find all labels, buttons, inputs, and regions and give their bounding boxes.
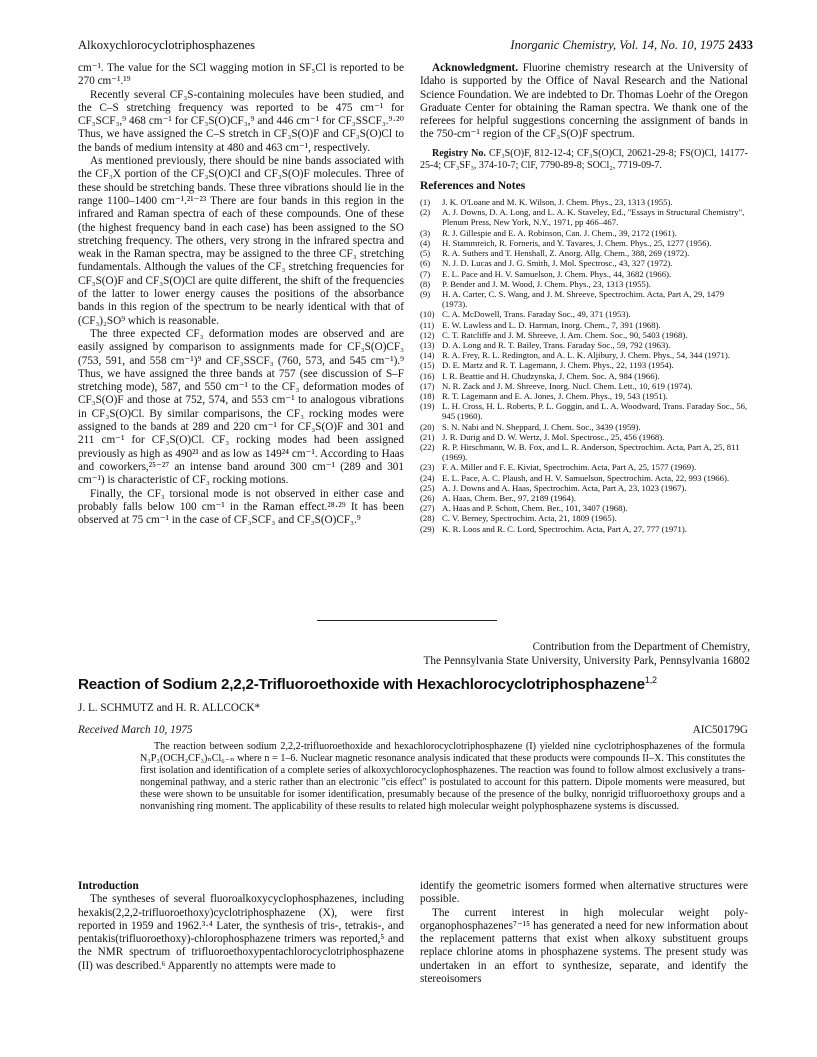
reference-item [420,422,748,432]
reference-item [420,462,748,472]
reference-item [420,432,748,442]
reference-number: (6) [420,258,431,269]
reference-number: (8) [420,278,431,289]
reference-item [420,371,748,381]
reference-number: (27) [420,503,435,514]
reference-text: L. H. Cross, H. L. Roberts, P. L. Goggin, and L. A. Woodward, Trans. Faraday Soc., 56, 945 (1960). [442,401,748,422]
reference-text: C. T. Ratcliffe and J. M. Shreeve, J. Am. Chem. Soc., 90, 5403 (1968). [442,329,688,340]
reference-item [420,513,748,523]
reference-text: S. N. Nabi and N. Sheppard, J. Chem. Soc., 3439 (1959). [442,421,641,432]
reference-text: R. A. Suthers and T. Henshall, Z. Anorg. Allg. Chem., 388, 269 (1972). [442,248,690,259]
article-title-text: Reaction of Sodium 2,2,2-Trifluoroethoxide with Hexachlorocyclotriphosphazene [78,676,645,694]
reference-number: (25) [420,482,435,493]
reference-number: (23) [420,462,435,473]
reference-number: (11) [420,319,435,330]
reference-number: (15) [420,360,435,371]
reference-text: C. V. Berney, Spectrochim. Acta, 21, 1809 (1965). [442,513,617,524]
reference-item [420,269,748,279]
reference-text: J. R. Durig and D. W. Wertz, J. Mol. Spectrosc., 25, 456 (1968). [442,431,665,442]
reference-number: (24) [420,472,435,483]
reference-number: (13) [420,339,435,350]
contribution-line: The Pennsylvania State University, University Park, Pennsylvania 16802 [423,655,750,667]
reference-number: (26) [420,492,435,503]
reference-item [420,197,748,207]
reference-text: I. R. Beattie and H. Chudzynska, J. Chem. Soc. A, 984 (1966). [442,370,660,381]
reference-item [420,330,748,340]
reference-number: (22) [420,441,435,452]
received-date: Received March 10, 1975 [78,724,193,736]
references-list [420,197,748,534]
reference-item [420,493,748,503]
paragraph: cm⁻¹. The value for the SCl wagging motion in SF₅Cl is reported to be 270 cm⁻¹.¹⁹ [78,62,404,88]
reference-number: (17) [420,380,435,391]
reference-text: F. A. Miller and F. E. Kiviat, Spectrochim. Acta, Part A, 25, 1577 (1969). [442,462,697,473]
journal-citation: Inorganic Chemistry, Vol. 14, No. 10, 1975 [510,38,725,52]
reference-item [420,401,748,421]
reference-text: K. R. Loos and R. C. Lord, Spectrochim. Acta, Part A, 27, 777 (1971). [442,523,687,534]
reference-text: R. P. Hirschmann, W. B. Fox, and L. R. Anderson, Spectrochim. Acta, Part A, 25, 811 (1969). [442,441,740,463]
reference-number: (16) [420,370,435,381]
paragraph: As mentioned previously, there should be nine bands associated with the CF₃X portion of the CF₃S(O)Cl and CF₃S(O)F molecules. Three of these should be stretching bands. These three vibrations should lie in the range 1100–1400 cm⁻¹.²¹⁻²³ There are four bands in this region in the infrared and Raman spectra of each of these compounds. One of these (the highest frequency band in each case) has been assigned to the SO stretching frequency. The others, very strong in the infrared spectra and weak in the Raman spectra, may be assigned to the three CF₃ stretching fundamentals. Although the values of the CF₃ stretching frequencies for CF₃S(O)F and CF₃S(O)Cl are quite different, the shift of the frequencies of the latter to lower energy causes the positions of the absorbance bands in this region of the spectrum to be nearly identical with that of (CF₃)₂SO⁹ which is reasonable. [78,155,404,327]
ack-text: Fluorine chemistry research at the University of Idaho is supported by the Office of Naval Research and the National Science Foundation. We are indebted to Dr. Thomas Loehr of the Oregon Graduate Center for obtaining the Raman spectra. We thank one of the referees for helpful suggestions concerning the assignment of bands in the 750-cm⁻¹ region of the CF₃S(O)F spectrum. [420,62,748,141]
reference-number: (21) [420,431,435,442]
reference-number: (9) [420,288,431,299]
reference-text: J. K. O'Loane and M. K. Wilson, J. Chem. Phys., 23, 1313 (1955). [442,197,673,208]
reference-number: (10) [420,309,435,320]
reference-text: A. Haas and P. Schott, Chem. Ber., 101, 3407 (1968). [442,503,628,514]
reference-number: (5) [420,248,431,259]
reference-number: (7) [420,268,431,279]
reference-text: E. W. Lawless and L. D. Harman, Inorg. Chem., 7, 391 (1968). [442,319,661,330]
reference-text: A. Haas, Chem. Ber., 97, 2189 (1964). [442,492,576,503]
left-column [78,62,404,527]
reference-text: A. J. Downs and A. Haas, Spectrochim. Acta, Part A, 23, 1023 (1967). [442,482,687,493]
reference-text: D. A. Long and R. T. Bailey, Trans. Faraday Soc., 59, 792 (1963). [442,339,671,350]
reference-item [420,473,748,483]
acknowledgment [420,62,748,142]
reference-item [420,350,748,360]
reference-text: N. J. D. Lucas and J. G. Smith, J. Mol. Spectrosc., 43, 327 (1972). [442,258,673,269]
section-divider [317,620,497,621]
reference-item [420,320,748,330]
running-title: Alkoxychlorocyclotriphosphazenes [78,38,256,52]
body-left-column [78,880,404,973]
reference-number: (14) [420,350,435,361]
reference-number: (4) [420,237,431,248]
reference-item [420,483,748,493]
reference-item [420,248,748,258]
paragraph: identify the geometric isomers formed when alternative structures were possible. [420,880,748,906]
reference-number: (12) [420,329,435,340]
article-title [78,675,778,693]
reference-text: R. J. Gillespie and E. A. Robinson, Can. J. Chem., 39, 2172 (1961). [442,227,677,238]
reference-item [420,289,748,309]
reference-number: (2) [420,207,431,218]
reference-number: (28) [420,513,435,524]
paragraph: Recently several CF₃S-containing molecules have been studied, and the C–S stretching frequency was reported to be 475 cm⁻¹ for CF₃SCF₃,⁹ 468 cm⁻¹ for CF₃S(O)CF₃,⁹ and 446 cm⁻¹ for CF₃SSCF₃.⁹·²⁰ Thus, we have assigned the C–S stretch in CF₃S(O)F and CF₃S(O)Cl to the bands of medium intensity at 480 and 463 cm⁻¹, respectively. [78,88,404,154]
contribution-affiliation [360,640,750,668]
paragraph: Finally, the CF₃ torsional mode is not observed in either case and probably falls below 100 cm⁻¹ in the Raman effect.²⁸·²⁹ It has been observed at 75 cm⁻¹ in the case of CF₃SCF₃ and CF₃S(O)CF₃.⁹ [78,487,404,527]
reference-number: (29) [420,523,435,534]
reference-item [420,381,748,391]
authors: J. L. SCHMUTZ and H. R. ALLCOCK* [78,702,261,714]
reference-item [420,309,748,319]
reference-text: R. T. Lagemann and E. A. Jones, J. Chem. Phys., 19, 543 (1951). [442,390,668,401]
reference-text: H. A. Carter, C. S. Wang, and J. M. Shreeve, Spectrochim. Acta, Part A, 29, 1479 (1973). [442,288,725,310]
right-column [420,62,748,534]
paragraph: The current interest in high molecular weight poly-organophosphazenes⁷⁻¹⁵ has generated a need for new information about the replacement patterns that exist when alkoxy substituent groups replace chlorine atoms in phosphazene systems. The present study was undertaken in an effort to synthesize, separate, and identify the stereoisomers [420,906,748,986]
reference-item [420,228,748,238]
contribution-line: Contribution from the Department of Chemistry, [532,641,750,653]
reference-item [420,258,748,268]
reference-number: (18) [420,390,435,401]
reference-item [420,391,748,401]
reference-text: D. E. Martz and R. T. Lagemann, J. Chem. Phys., 22, 1193 (1954). [442,360,674,371]
registry-numbers [420,148,748,172]
reference-text: E. L. Pace, A. C. Plaush, and H. V. Samuelson, Spectrochim. Acta, 22, 993 (1966). [442,472,730,483]
references-heading: References and Notes [420,179,526,192]
reference-item [420,207,748,227]
reference-text: N. R. Zack and J. M. Shreeve, Inorg. Nucl. Chem. Lett., 10, 619 (1974). [442,380,693,391]
registry-text: CF₃S(O)F, 812-12-4; CF₃S(O)Cl, 20621-29-8; FS(O)Cl, 14177-25-4; CF₃SF₃, 374-10-7; ClF, 7790-89-8; SOCl₂, 7719-09-7. [420,147,748,171]
reference-item [420,279,748,289]
reference-text: H. Stammreich, R. Forneris, and Y. Tavares, J. Chem. Phys., 25, 1277 (1956). [442,237,712,248]
reference-item [420,340,748,350]
reference-item [420,503,748,513]
paragraph: The three expected CF₃ deformation modes are observed and are easily assigned by comparison to assignments made for CF₃S(O)CF₃ (753, 591, and 558 cm⁻¹)⁹ and CF₃SSCF₃ (760, 573, and 545 cm⁻¹).⁹ Thus, we have assigned the three bands at 757 (see discussion of S–F stretching mode), 587, and 550 cm⁻¹ to the CF₃ deformation modes of CF₃S(O)F and those at 752, 574, and 553 cm⁻¹ to analogous vibrations in CF₃S(O)Cl. By similar comparisons, the CF₃ rocking modes were assigned to the bands at 289 and 220 cm⁻¹ for CF₃S(O)F and 301 and 211 cm⁻¹ for CF₃S(O)Cl. CF₃ rocking modes had been assigned previously as high as 490²¹ and as low as 149²⁴ cm⁻¹. According to Haas and coworkers,²⁵⁻²⁷ an intense band around 300 cm⁻¹ (289 and 301 cm⁻¹) is characteristic of CF₃ rocking motions. [78,327,404,487]
journal-header [510,38,753,53]
reference-item [420,524,748,534]
reference-number: (3) [420,227,431,238]
reference-text: P. Bender and J. M. Wood, J. Chem. Phys., 23, 1313 (1955). [442,278,651,289]
registry-label: Registry No. [432,147,486,159]
reference-number: (20) [420,421,435,432]
reference-text: A. J. Downs, D. A. Long, and L. A. K. Staveley, Ed., "Essays in Structural Chemistry", Plenum Press, New York, N.Y., 1971, pp 466–467. [442,207,745,228]
paragraph: The syntheses of several fluoroalkoxycyclophosphazenes, including hexakis(2,2,2-trifluoroethoxy)cyclotriphosphazene (X), were first reported in 1959 and 1962.³·⁴ Later, the synthesis of tris-, tetrakis-, and pentakis(trifluoroethoxy)-chlorophosphazene trimers was reported,⁵ and the NMR spectrum of trifluoroethoxypentachlorocyclotriphosphazene (II) was described.⁶ Apparently no attempts were made to [78,893,404,972]
reference-number: (1) [420,197,431,208]
section-heading: Introduction [78,880,139,892]
title-footnote-refs: 1,2 [644,675,657,685]
page-number: 2433 [728,38,753,52]
reference-item [420,238,748,248]
reference-item [420,442,748,462]
abstract: The reaction between sodium 2,2,2-trifluoroethoxide and hexachlorocyclotriphosphazene (I) yielded nine cyclotriphosphazenes of the formula N₃P₃(OCH₂CF₃)ₙCl₆₋ₙ where n = 1–6. Nuclear magnetic resonance analysis indicated that these products were compounds II–X. This constitutes the first isolation and identification of a complete series of alkoxychlorocyclophosphazenes. The reaction was found to follow almost exclusively a trans-nongeminal pathway, and a steric rather than an electronic "cis effect" is postulated to account for this pattern. Dipole moments were measured, but these were shown to be unsuitable for isomer identification, presumably because of the presence of the bulky, nonrigid trifluoroethoxy groups and a nonvanishing ring moment. The applicability of these results to related high molecular weight polyphosphazene systems is discussed. [140,741,745,812]
ack-heading: Acknowledgment. [432,62,519,74]
reference-text: C. A. McDowell, Trans. Faraday Soc., 49, 371 (1953). [442,309,631,320]
reference-text: E. L. Pace and H. V. Samuelson, J. Chem. Phys., 44, 3682 (1966). [442,268,672,279]
body-right-column [420,880,748,986]
manuscript-code: AIC50179G [692,724,748,736]
reference-item [420,360,748,370]
reference-number: (19) [420,401,435,412]
reference-text: R. A. Frey, R. L. Redington, and A. L. K. Aljibury, J. Chem. Phys., 54, 344 (1971). [442,350,730,361]
